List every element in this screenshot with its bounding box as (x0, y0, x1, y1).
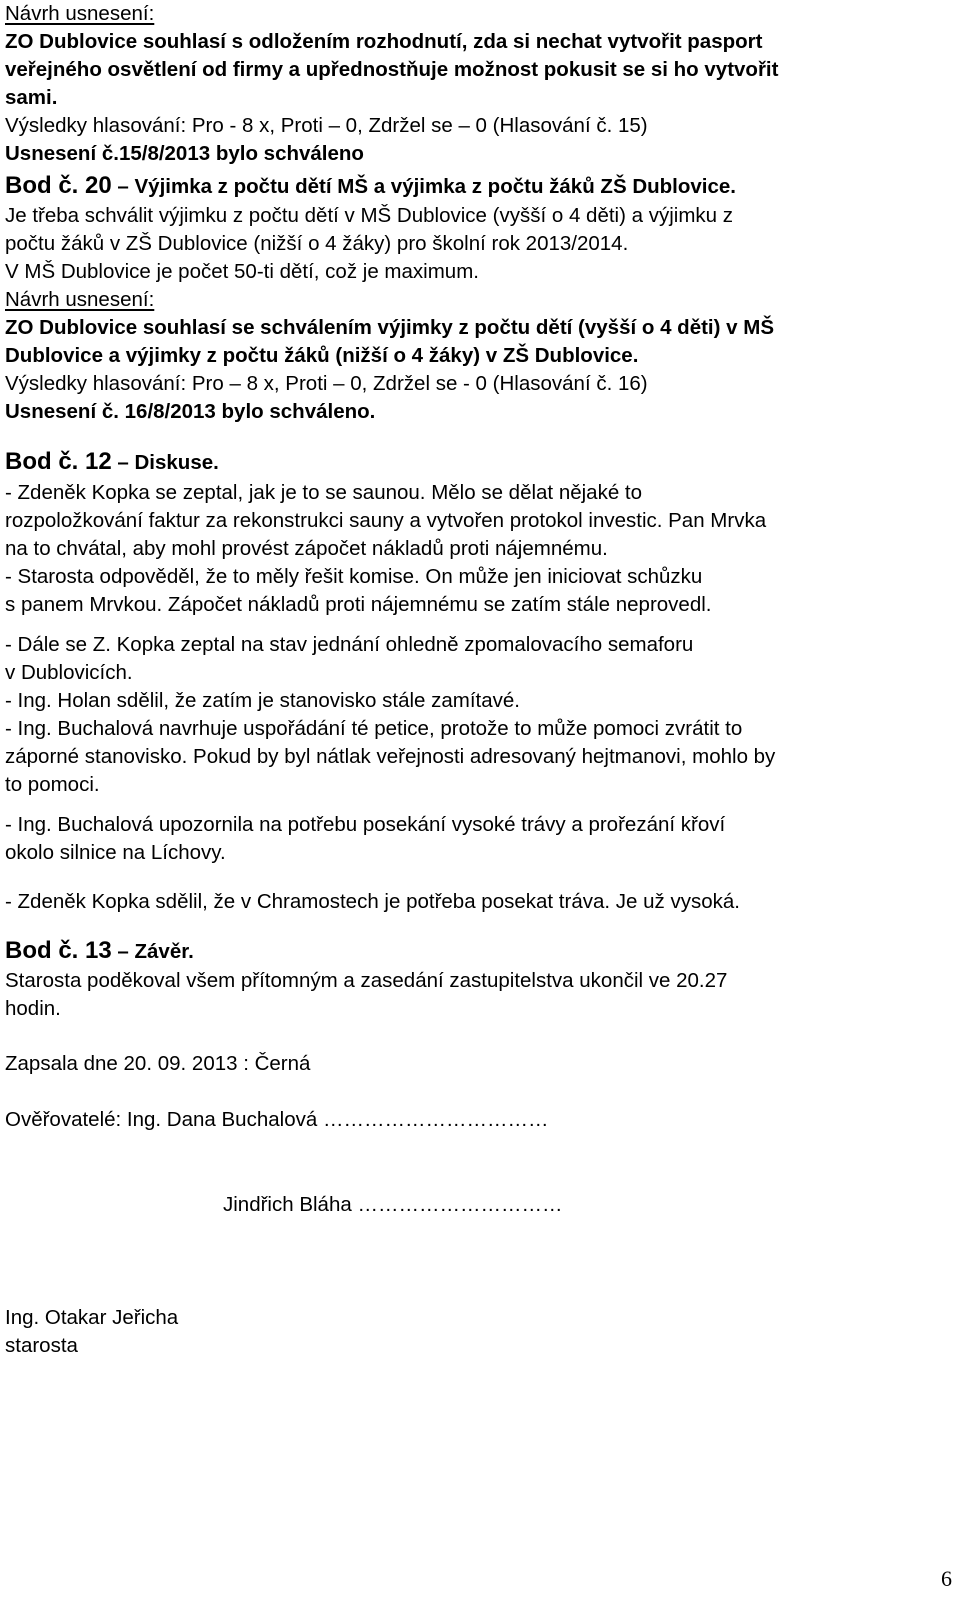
item-number: Bod č. 13 (5, 937, 112, 964)
body-line: Je třeba schválit výjimku z počtu dětí v MŠ Dublovice (vyšší o 4 děti) a výjimku z (5, 204, 734, 227)
item-heading (5, 937, 194, 965)
closing-line: hodin. (5, 997, 61, 1020)
discussion-line: to pomoci. (5, 773, 100, 796)
discussion-line: záporné stanovisko. Pokud by byl nátlak veřejnosti adresovaný hejtmanovi, mohlo by (5, 745, 776, 768)
item-number: Bod č. 20 (5, 172, 112, 199)
discussion-line: - Ing. Buchalová upozornila na potřebu posekání vysoké trávy a prořezání křoví (5, 813, 726, 836)
proposal-text-line: sami. (5, 86, 58, 109)
mayor-title: starosta (5, 1334, 78, 1357)
body-line: počtu žáků v ZŠ Dublovice (nižší o 4 žáky) pro školní rok 2013/2014. (5, 232, 629, 255)
item-heading (5, 172, 736, 200)
discussion-line: rozpoložkování faktur za rekonstrukci sauny a vytvořen protokol investic. Pan Mrvka (5, 509, 767, 532)
discussion-line: s panem Mrvkou. Zápočet nákladů proti nájemnému se zatím stále neprovedl. (5, 593, 712, 616)
proposal-label: Návrh usnesení: (5, 288, 155, 311)
page-number: 6 (941, 1566, 952, 1591)
proposal-label: Návrh usnesení: (5, 2, 155, 25)
discussion-line: okolo silnice na Líchovy. (5, 841, 226, 864)
proposal-text-line: ZO Dublovice souhlasí se schválením výjimky z počtu dětí (vyšší o 4 děti) v MŠ (5, 316, 774, 339)
item-number: Bod č. 12 (5, 448, 112, 475)
discussion-line: - Zdeněk Kopka se zeptal, jak je to se saunou. Mělo se dělat nějaké to (5, 481, 643, 504)
item-heading (5, 448, 219, 476)
discussion-line: - Ing. Buchalová navrhuje uspořádání té petice, protože to může pomoci zvrátit to (5, 717, 743, 740)
proposal-text-line: veřejného osvětlení od firmy a upřednostňuje možnost pokusit se si ho vytvořit (5, 58, 779, 81)
vote-results: Výsledky hlasování: Pro - 8 x, Proti – 0, Zdržel se – 0 (Hlasování č. 15) (5, 114, 648, 137)
proposal-text-line: Dublovice a výjimky z počtu žáků (nižší o 4 žáky) v ZŠ Dublovice. (5, 344, 639, 367)
body-line: V MŠ Dublovice je počet 50-ti dětí, což je maximum. (5, 260, 479, 283)
proposal-text-line: ZO Dublovice souhlasí s odložením rozhodnutí, zda si nechat vytvořit pasport (5, 30, 763, 53)
item-title: – Výjimka z počtu dětí MŠ a výjimka z počtu žáků ZŠ Dublovice. (111, 175, 736, 198)
discussion-line: - Zdeněk Kopka sdělil, že v Chramostech je potřeba posekat tráva. Je už vysoká. (5, 890, 740, 913)
resolution: Usnesení č.15/8/2013 bylo schváleno (5, 142, 364, 165)
recorded-by: Zapsala dne 20. 09. 2013 : Černá (5, 1052, 311, 1075)
discussion-line: na to chvátal, aby mohl provést zápočet nákladů proti nájemnému. (5, 537, 608, 560)
verifier-line: Ověřovatelé: Ing. Dana Buchalová …………………………… (5, 1108, 549, 1131)
discussion-line: - Dále se Z. Kopka zeptal na stav jednání ohledně zpomalovacího semaforu (5, 633, 694, 656)
closing-line: Starosta poděkoval všem přítomným a zasedání zastupitelstva ukončil ve 20.27 (5, 969, 728, 992)
item-title: – Závěr. (111, 940, 194, 963)
discussion-line: v Dublovicích. (5, 661, 133, 684)
resolution: Usnesení č. 16/8/2013 bylo schváleno. (5, 400, 376, 423)
discussion-line: - Ing. Holan sdělil, že zatím je stanovisko stále zamítavé. (5, 689, 521, 712)
mayor-name: Ing. Otakar Jeřicha (5, 1306, 179, 1329)
item-title: – Diskuse. (111, 451, 219, 474)
vote-results: Výsledky hlasování: Pro – 8 x, Proti – 0, Zdržel se - 0 (Hlasování č. 16) (5, 372, 648, 395)
discussion-line: - Starosta odpověděl, že to měly řešit komise. On může jen iniciovat schůzku (5, 565, 703, 588)
verifier-line: Jindřich Bláha ………………………… (223, 1193, 563, 1216)
